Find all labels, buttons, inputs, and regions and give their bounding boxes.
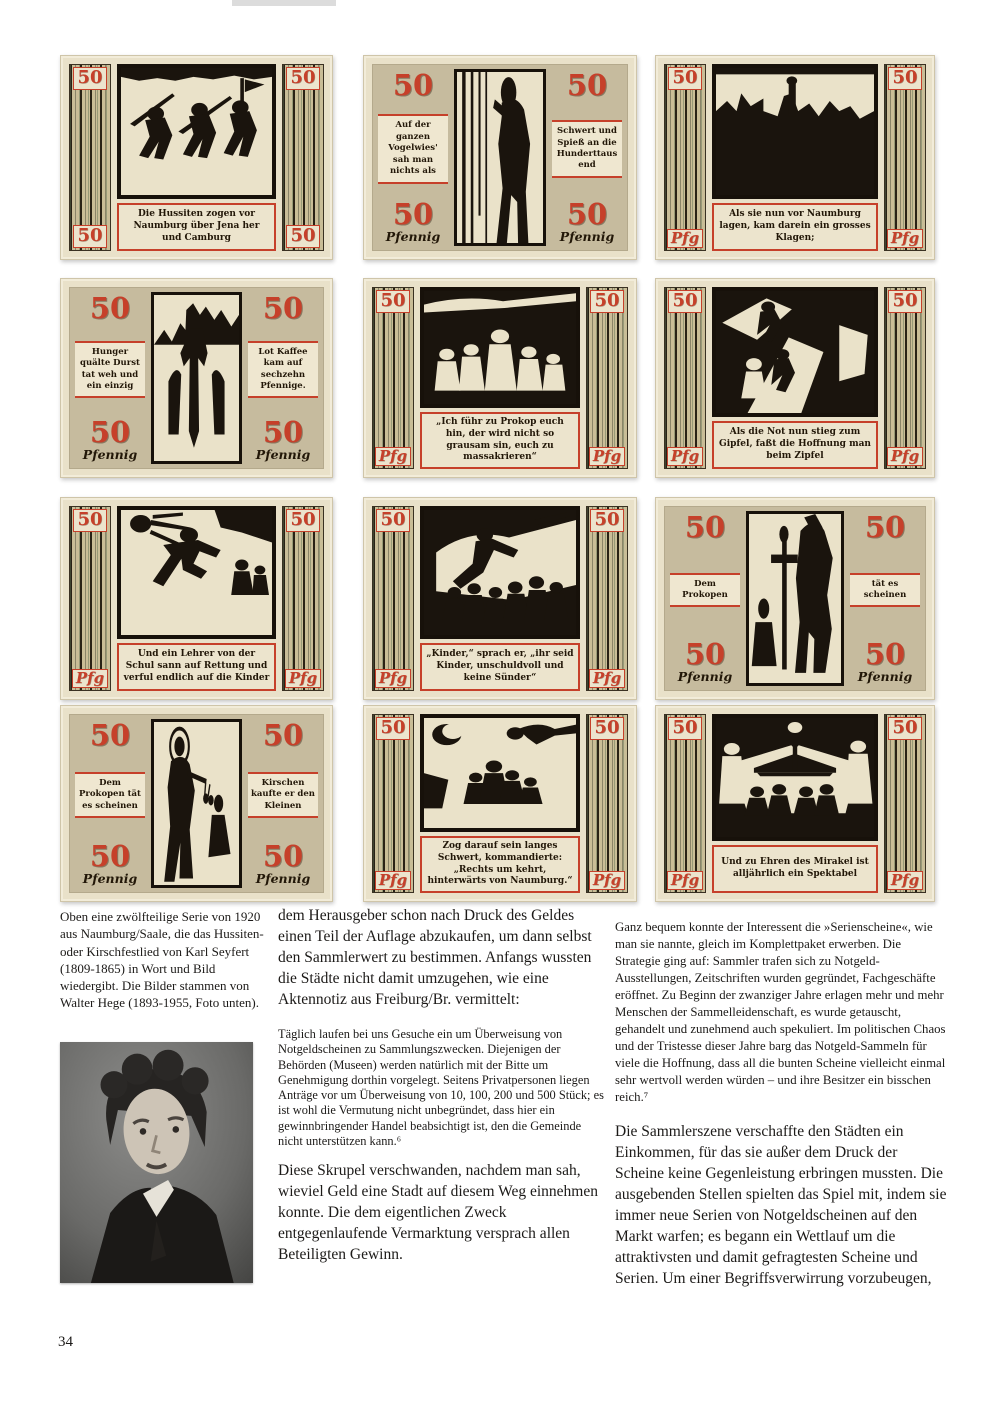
corner-panel-right — [551, 69, 623, 246]
spear-panel-right — [884, 64, 926, 251]
silhouette-illustration — [151, 292, 242, 464]
spear-panel-left — [664, 64, 706, 251]
banknote — [363, 55, 637, 260]
paragraph: Diese Skrupel verschwanden, nachdem man sah, wieviel Geld eine Stadt auf diesem Weg einnehmen konnte. Die dem eigentlichen Zweck entgegenlaufende Vermarktung versprach allen Beteiligten Gewinn. — [278, 1162, 598, 1264]
spear-panel-left — [372, 714, 414, 893]
banknote — [363, 497, 637, 700]
denomination-top-right: 50 — [590, 290, 623, 313]
denomination-top-left: 50 — [73, 67, 106, 90]
spear-panel-left — [664, 287, 706, 469]
note-center — [712, 287, 878, 469]
verse-right: tät es scheinen — [850, 573, 919, 608]
denomination-bottom-right: Pfg — [589, 669, 625, 688]
denomination-top-right: 50 — [286, 509, 319, 532]
text-column-right — [615, 905, 948, 1306]
denomination-top-right: 50 — [286, 67, 319, 90]
denomination-bottom-right: 50 — [864, 637, 906, 671]
currency-unit: Pfennig — [82, 447, 138, 462]
verse-left: Dem Prokopen tät es scheinen — [75, 772, 144, 818]
silhouette-illustration — [117, 64, 276, 199]
corner-panel-right — [247, 292, 319, 464]
silhouette-illustration — [746, 511, 844, 686]
denomination-bottom-left: Pfg — [667, 229, 703, 248]
denomination-top-left: 50 — [668, 290, 701, 313]
currency-unit: Pfennig — [559, 229, 615, 244]
currency-unit: Pfennig — [857, 669, 913, 684]
banknote — [60, 278, 333, 478]
walter-hege-portrait — [60, 1042, 253, 1283]
paragraph: Die Sammlerszene verschaffte den Städten ein Einkommen, für das sie außer dem Druck der Scheine keine Gegenleistung erbringen mussten. Die ausgebenden Stellen spielten das Spiel mit, indem sie immer neue Serien von Notgeldscheinen auf den Markt warfen; es begann ein Wettlauf um die attraktivsten und damit gefragtesten Scheine und Serien. Um einer Begriffsverwirrung vorzubeugen, — [615, 1123, 947, 1287]
note-field — [69, 287, 324, 469]
banknote — [363, 278, 637, 478]
spear-panel-right — [282, 506, 324, 691]
denomination-top-left: 50 — [684, 510, 726, 544]
denomination-group-right — [256, 840, 310, 888]
denomination-group-right — [256, 416, 310, 464]
denomination-top-right: 50 — [262, 718, 304, 752]
denomination-top-right: 50 — [888, 290, 921, 313]
verse-left: Auf der ganzen Vogelwies' sah man nichts als — [378, 114, 447, 183]
note-caption: Und ein Lehrer von der Schul sann auf Rettung und verful endlich auf die Kinder — [117, 643, 276, 691]
denomination-top-left: 50 — [376, 717, 409, 740]
denomination-group-left — [83, 416, 137, 464]
note-caption: „Ich führ zu Prokop euch hin, der wird nicht so grausam sin, euch zu massakrieren“ — [420, 412, 580, 469]
corner-panel-right — [247, 719, 319, 888]
denomination-bottom-left: Pfg — [667, 447, 703, 466]
denomination-bottom-left: Pfg — [667, 871, 703, 890]
denomination-top-right: 50 — [590, 509, 623, 532]
silhouette-illustration — [420, 714, 580, 832]
spear-panel-left — [69, 64, 111, 251]
denomination-top-left: 50 — [89, 291, 131, 325]
denomination-bottom-left: 50 — [684, 637, 726, 671]
corner-panel-left — [377, 69, 449, 246]
figure-caption: Oben eine zwölfteilige Serie von 1920 aus Naumburg/Saale, die das Hussiten- oder Kirschfestlied von Karl Seyfert (1809-1865) in Wort und Bild wiedergibt. Die Bilder stammen von Walter Hege (1893-1955, Foto unten). — [60, 909, 264, 1011]
denomination-bottom-left: Pfg — [375, 669, 411, 688]
denomination-bottom-right: Pfg — [887, 871, 923, 890]
currency-unit: Pfennig — [255, 871, 311, 886]
banknote — [655, 705, 935, 902]
denomination-top-left: 50 — [376, 509, 409, 532]
currency-unit: Pfennig — [82, 871, 138, 886]
denomination-top-right: 50 — [566, 68, 608, 102]
corner-panel-left — [74, 292, 146, 464]
note-field — [664, 506, 926, 691]
denomination-group-right — [858, 638, 912, 686]
spear-panel-right — [282, 64, 324, 251]
denomination-bottom-left: 50 — [392, 197, 434, 231]
denomination-bottom-left: Pfg — [375, 871, 411, 890]
verse-right: Kirschen kaufte er den Kleinen — [248, 772, 317, 818]
denomination-group-left — [83, 840, 137, 888]
denomination-top-right: 50 — [864, 510, 906, 544]
verse-left: Dem Prokopen — [670, 573, 739, 608]
denomination-top-right: 50 — [888, 717, 921, 740]
note-field — [372, 64, 628, 251]
silhouette-illustration — [454, 69, 546, 246]
note-caption: Als die Not nun stieg zum Gipfel, faßt die Hoffnung man beim Zipfel — [712, 421, 878, 469]
denomination-top-left: 50 — [392, 68, 434, 102]
note-caption: Als sie nun vor Naumburg lagen, kam darein ein grosses Klagen; — [712, 203, 878, 251]
denomination-bottom-left: 50 — [89, 415, 131, 449]
scan-artifact — [232, 0, 336, 6]
block-quote: Täglich laufen bei uns Gesuche ein um Überweisung von Notgeldscheinen zu Sammlungszwecken. Diejenigen der Behörden (Museen) werden natürlich mit der Bitte um Genehmigung dorthin vorgelegt. Seitens Privatpersonen liegen Anträge vor um Überweisung von 10, 100, 200 und 500 Stück; es ist wohl die Vermutung nicht unbegründet, dass hier ein gewinnbringender Handel beabsichtigt ist, den die Gemeinde nicht unterstützen kann.⁶ — [278, 1027, 604, 1149]
denomination-bottom-right: Pfg — [887, 229, 923, 248]
silhouette-illustration — [712, 714, 878, 841]
page-number: 34 — [58, 1334, 73, 1350]
note-caption: Die Hussiten zogen vor Naumburg über Jena her und Camburg — [117, 203, 276, 251]
banknote — [60, 55, 333, 260]
denomination-top-left: 50 — [668, 67, 701, 90]
banknote — [60, 705, 333, 902]
denomination-group-right — [560, 198, 614, 246]
currency-unit: Pfennig — [677, 669, 733, 684]
banknote — [655, 497, 935, 700]
denomination-bottom-left: Pfg — [375, 447, 411, 466]
denomination-group-left — [678, 638, 732, 686]
currency-unit: Pfennig — [255, 447, 311, 462]
spear-panel-right — [586, 714, 628, 893]
note-center — [420, 287, 580, 469]
note-center — [117, 64, 276, 251]
spear-panel-left — [664, 714, 706, 893]
spear-panel-left — [372, 506, 414, 691]
verse-left: Hunger quälte Durst tat weh und ein einzig — [75, 341, 144, 399]
spear-panel-right — [884, 287, 926, 469]
note-center — [420, 506, 580, 691]
denomination-top-left: 50 — [668, 717, 701, 740]
note-field — [69, 714, 324, 893]
banknote — [60, 497, 333, 700]
denomination-bottom-right: 50 — [262, 839, 304, 873]
denomination-bottom-left: 50 — [73, 225, 106, 248]
note-center — [420, 714, 580, 893]
silhouette-illustration — [420, 506, 580, 639]
currency-unit: Pfennig — [385, 229, 441, 244]
verse-right: Schwert und Spieß an die Hunderttausend — [552, 120, 621, 178]
spear-panel-right — [586, 287, 628, 469]
denomination-top-right: 50 — [590, 717, 623, 740]
note-caption: Zog darauf sein langes Schwert, kommandierte: „Rechts um kehrt, hinterwärts von Naumburg.“ — [420, 836, 580, 893]
denomination-bottom-left: Pfg — [72, 669, 108, 688]
denomination-bottom-right: 50 — [566, 197, 608, 231]
denomination-bottom-left: 50 — [89, 839, 131, 873]
silhouette-illustration — [712, 287, 878, 417]
spear-panel-left — [372, 287, 414, 469]
denomination-bottom-right: Pfg — [285, 669, 321, 688]
denomination-top-right: 50 — [262, 291, 304, 325]
corner-panel-left — [669, 511, 741, 686]
denomination-top-right: 50 — [888, 67, 921, 90]
spear-panel-left — [69, 506, 111, 691]
paragraph: Ganz bequem konnte der Interessent die »Serienscheine«, wie man sie nannte, gleich im Komplettpaket erwerben. Die Strategie ging auf: Sammler trafen sich zu Notgeld-Ausstellungen, Zeitschriften wurden gegründet, Fachgeschäfte eröffnet. Zu Beginn der zwanziger Jahre erlagen mehr und mehr Menschen der Sammelleidenschaft, es wurde getauscht, gehandelt und zunehmend auch spekuliert. Im politischen Chaos und der Tristesse dieser Jahre barg das Notgeld-Sammeln für viele die Hoffnung, dass all die bunten Scheine vielleicht einmal sehr wertvoll werden würden – und ihre Besitzer ein bisschen reich.⁷ — [615, 920, 946, 1104]
text-column-middle — [278, 905, 608, 1282]
spear-panel-right — [586, 506, 628, 691]
silhouette-illustration — [712, 64, 878, 199]
spear-panel-right — [884, 714, 926, 893]
denomination-bottom-right: Pfg — [589, 447, 625, 466]
silhouette-illustration — [420, 287, 580, 408]
denomination-top-left: 50 — [89, 718, 131, 752]
verse-right: Lot Kaffee kam auf sechzehn Pfennige. — [248, 341, 317, 399]
denomination-top-left: 50 — [73, 509, 106, 532]
silhouette-illustration — [117, 506, 276, 639]
note-caption: „Kinder,“ sprach er, „ihr seid Kinder, unschuldvoll und keine Sünder“ — [420, 643, 580, 691]
banknote — [655, 55, 935, 260]
silhouette-illustration — [151, 719, 242, 888]
note-center — [712, 714, 878, 893]
denomination-bottom-right: 50 — [286, 225, 319, 248]
note-center — [117, 506, 276, 691]
denomination-bottom-right: Pfg — [887, 447, 923, 466]
denomination-group-left — [386, 198, 440, 246]
denomination-bottom-right: Pfg — [589, 871, 625, 890]
denomination-bottom-right: 50 — [262, 415, 304, 449]
note-center — [712, 64, 878, 251]
note-caption: Und zu Ehren des Mirakel ist alljährlich ein Spektabel — [712, 845, 878, 893]
banknote — [363, 705, 637, 902]
paragraph: dem Herausgeber schon nach Druck des Geldes einen Teil der Auflage abzukaufen, um dann selbst den Sammlerwert zu bestimmen. Anfangs wussten die Städte nicht damit umzugehen, wie eine Aktennotiz aus Freiburg/Br. vermittelt: — [278, 907, 592, 1008]
corner-panel-left — [74, 719, 146, 888]
corner-panel-right — [849, 511, 921, 686]
banknote — [655, 278, 935, 478]
denomination-top-left: 50 — [376, 290, 409, 313]
